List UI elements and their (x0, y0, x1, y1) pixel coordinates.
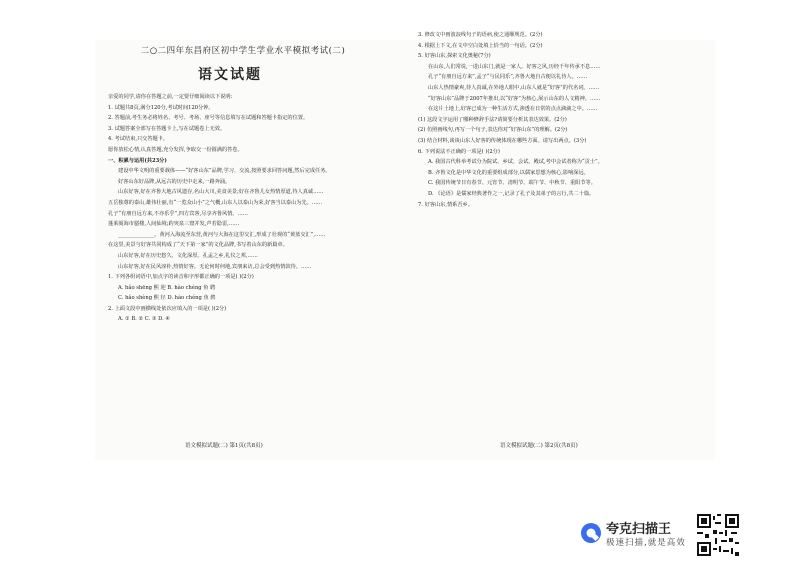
option-line: A. 我国古代科举考试分为院试、乡试、会试、殿试,考中会试者称为“贡士”。 (428, 159, 603, 166)
text-line: 孔子“有朋自远方来”,孟子“与民同乐”,齐鲁大地自古便以礼待人。…… (428, 74, 588, 81)
question-line: (1) 这段文字运用了哪种修辞手法?请简要分析其表达效果。(2分) (418, 116, 567, 123)
text-line: 好客山东好品牌,从远古的历史中走来,一路奔涌。 (118, 178, 231, 185)
qr-code-icon (697, 514, 739, 556)
text-line: 山东好客,好在齐鲁大地古风遗存,名山大川,美食美景;好在齐鲁儿女热情厚道,待人真诚…… (118, 189, 324, 196)
text-line: 4. 考试结束,只交答题卡。 (108, 136, 169, 143)
text-line: 蓬莱阁海市蜃楼,人间仙境;趵突泉三窟并发,声若隐雷,…… (108, 221, 240, 228)
text-line: 1. 试题共8页,满分120分,考试时间120分钟。 (108, 104, 214, 111)
text-line: 建设中华文明的重要载体——“好客山东”品牌,学习、交流,按照要求回答问题,然后完成任务。 (118, 168, 331, 175)
text-line: 2. 答题前,考生务必将姓名、考号、考场、座号等信息填写在试题和答题卡指定的位置。 (108, 115, 309, 122)
option-line: C. 我国传统节日有春节、元宵节、清明节、端午节、中秋节、重阳节等。 (428, 180, 596, 187)
scanner-logo-icon (580, 522, 602, 544)
text-line: 在山东,人们常说,一进山东门,就是一家人。好客之风,历经千年传承不息…… (428, 63, 601, 70)
text-line: ______________。黄河入海流至东营,黄河与大海在这里交汇,形成了壮观的“黄蓝交汇”,…… (118, 231, 326, 238)
option-line: A. ① B. ② C. ③ D. ④ (118, 316, 171, 323)
option-line: A. hǎo shēng 熙 迎 B. hào chéng 鱼 聘 (118, 284, 216, 291)
left-column (108, 92, 408, 437)
text-line: “好客山东”品牌于2007年推出,以“好客”为核心,展示山东的人文精神。…… (428, 95, 601, 102)
text-line: 愿你放松心情,认真答题,充分发挥,争取交一份圆满的答卷。 (108, 146, 243, 153)
question-line: 6. 下列说法不正确的一项是( )(2分) (418, 148, 500, 155)
scanner-app-name: 夸克扫描王 (606, 522, 672, 537)
exam-title: 二○二四年东昌府区初中学生学业水平模拟考试(二) (140, 46, 346, 56)
option-line: D. 《论语》是儒家经典著作之一,记录了孔子及其弟子的言行,共二十篇。 (428, 190, 595, 197)
scanner-slogan: 极速扫描,就是高效 (606, 538, 686, 548)
section-heading: 一、积累与运用(共23分) (108, 157, 167, 164)
question-line: (2) 仿照画线句,再写一个句子,表达你对“好客山东”的理解。(2分) (418, 127, 568, 134)
subject-title: 语文试题 (198, 67, 262, 83)
text-line: 在这里,美景与好客共同构成了“天下第一家”的文化品牌,书写着山东的新篇章。 (108, 242, 288, 249)
text-line: 亲爱的同学,请你在答题之前,一定要仔细阅读以下说明: (108, 94, 233, 100)
text-line: 山东好客,好在历史悠久、文化深厚。孔孟之乡,礼仪之邦,…… (118, 252, 258, 259)
text-line: 孔子“有朋自远方来,不亦乐乎”,四方宾客,尽享齐鲁风情。…… (108, 210, 248, 217)
option-line: C. hǎo shèng 熙 径 D. hào chéng 鱼 骋 (118, 295, 216, 302)
question-line: 1. 下列各组词语中,加点字的读音和字形都正确的一项是( )(2分) (108, 274, 254, 281)
scanner-watermark (580, 518, 694, 548)
question-line: 7. 好客山东,情系吾乡。 (418, 201, 473, 208)
question-line: (3) 结合材料,谈谈山东人好客的传统体现在哪些方面。请写出两点。(3分) (418, 137, 587, 144)
text-line: 山东好客,好在民风淳朴,热情好客。无论何时何地,宾朋来访,总会受到热情款待。…… (118, 263, 312, 270)
text-line: 3. 试题答案全部写在答题卡上,写在试题卷上无效。 (108, 125, 226, 132)
page-footer-left: 语文模拟试题(二) 第1页(共8页) (185, 443, 263, 449)
right-column (418, 30, 718, 435)
text-line: 五岳独尊的泰山,雄伟壮丽,有“一览众山小”之气概,山东人以泰山为荣,好客当以泰山为先。…… (108, 199, 323, 206)
text-line: 山东人热情豪爽,待人真诚,在外地人眼中,山东人就是“好客”的代名词。…… (428, 84, 600, 91)
option-line: B. 齐鲁文化是中华文化的重要组成部分,以儒家思想为核心,影响深远。 (428, 169, 589, 176)
question-line: 3. 修改文中画波浪线句子的语病,使之通顺规范。(2分) (418, 32, 543, 38)
question-line: 2. 上面文段中画横线处依次应填入的一项是( )(2分) (108, 305, 227, 312)
question-line: 5. 好客山东,探索文化奥秘(7分) (418, 53, 491, 60)
text-line: 在这片土地上,好客已成为一种生活方式,渗透在日常的点点滴滴之中。…… (428, 106, 598, 113)
page-footer-right: 语文模拟试题(二) 第2页(共8页) (500, 443, 578, 449)
question-line: 4. 根据上下文,在文中空白处填上恰当的一句话。(2分) (418, 42, 543, 49)
